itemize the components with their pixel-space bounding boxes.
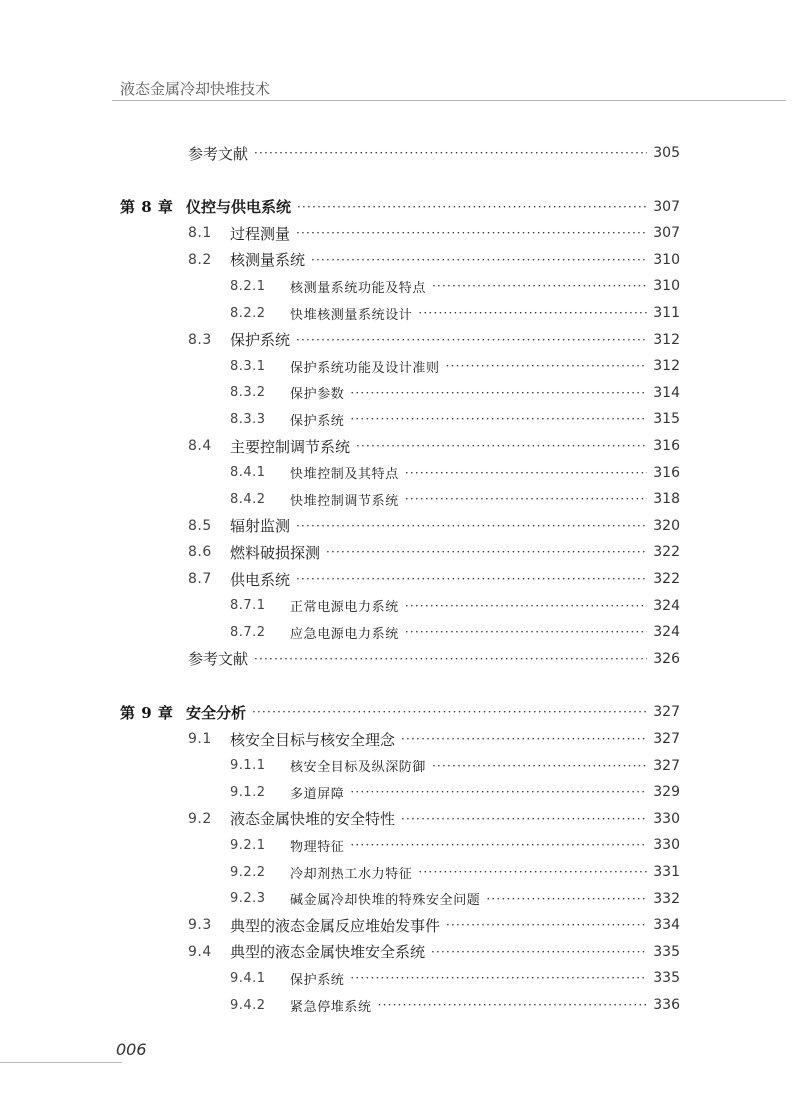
- toc-entry-page: 311: [653, 305, 680, 321]
- toc-entry-page: 335: [653, 970, 680, 987]
- toc-entry-title: 核安全目标与核安全理念: [230, 730, 396, 749]
- toc-entry-title: 仪控与供电系统: [186, 198, 292, 217]
- toc-entry[interactable]: [188, 647, 680, 671]
- toc-entry[interactable]: [230, 594, 680, 618]
- toc-entry[interactable]: [188, 514, 680, 538]
- toc-entry-title: 燃料破损探测: [230, 543, 321, 562]
- toc-entry-number: 9.4.2: [230, 997, 266, 1013]
- dot-leader: [296, 333, 647, 347]
- toc-entry-number: 8.4: [188, 438, 212, 454]
- toc-entry-number: 9.2: [188, 810, 212, 827]
- toc-entry-page: 310: [653, 251, 680, 268]
- toc-entry-page: 334: [653, 917, 680, 934]
- toc-entry-number: 9.4: [188, 943, 212, 960]
- toc-entry[interactable]: [188, 807, 680, 831]
- toc-entry-title: 供电系统: [230, 570, 291, 589]
- toc-entry-title: 保护系统功能及设计准则: [290, 360, 440, 376]
- dot-leader: [418, 306, 647, 320]
- toc-entry[interactable]: [230, 274, 680, 298]
- footer-divider: [0, 1062, 122, 1063]
- dot-leader: [252, 705, 647, 719]
- toc-entry-page: 316: [653, 464, 680, 481]
- toc-entry-title: 冷却剂热工水力特征: [290, 866, 413, 882]
- toc-entry-number: 8.4.2: [230, 491, 266, 507]
- toc-entry[interactable]: [230, 487, 680, 511]
- dot-leader: [401, 732, 647, 746]
- toc-entry-title: 典型的液态金属反应堆始发事件: [230, 916, 441, 935]
- toc-entry[interactable]: [188, 141, 680, 165]
- dot-leader: [296, 226, 647, 240]
- toc-entry-title: 正常电源电力系统: [290, 600, 399, 616]
- toc-entry-number: 9.4.1: [230, 970, 266, 986]
- toc-entry[interactable]: [230, 354, 680, 378]
- toc-entry-number: 8.3: [188, 331, 212, 348]
- dot-leader: [432, 279, 647, 293]
- toc-entry[interactable]: [188, 567, 680, 591]
- toc-entry[interactable]: [188, 540, 680, 564]
- toc-entry[interactable]: [230, 887, 680, 911]
- toc-entry-title: 参考文献: [188, 650, 249, 669]
- dot-leader: [254, 652, 647, 666]
- toc-entry-number: 9.3: [188, 917, 212, 934]
- toc-entry-page: 326: [653, 650, 680, 667]
- toc-entry-number: 8.6: [188, 544, 212, 561]
- toc-entry-number: 8.3.3: [230, 411, 266, 427]
- dot-leader: [405, 599, 647, 613]
- toc-entry-page: 336: [653, 997, 680, 1013]
- toc-entry-page: 330: [653, 837, 680, 854]
- toc-entry[interactable]: [120, 195, 680, 219]
- toc-entry-title: 过程测量: [230, 224, 291, 243]
- toc-entry[interactable]: [188, 328, 680, 352]
- toc-entry-page: 330: [653, 810, 680, 827]
- dot-leader: [486, 892, 647, 906]
- running-header-title: 液态金属冷却快堆技术: [120, 80, 271, 98]
- dot-leader: [296, 519, 647, 533]
- toc-entry-title: 保护系统: [230, 331, 291, 350]
- toc-entry-number: 8.7: [188, 571, 212, 587]
- dot-leader: [350, 386, 647, 400]
- toc-entry-page: 324: [653, 597, 680, 614]
- toc-entry-title: 保护系统: [290, 972, 345, 988]
- toc-entry-page: 329: [653, 784, 680, 801]
- toc-entry-page: 332: [653, 890, 680, 907]
- toc-entry-page: 307: [653, 225, 680, 242]
- toc-entry-page: 315: [653, 411, 680, 428]
- toc-entry[interactable]: [230, 301, 680, 325]
- dot-leader: [350, 412, 647, 426]
- dot-leader: [418, 865, 647, 879]
- toc-entry-page: 307: [653, 198, 680, 215]
- toc-entry-page: 331: [653, 864, 680, 880]
- dot-leader: [405, 625, 647, 639]
- toc-entry-title: 物理特征: [290, 839, 345, 855]
- toc-entry-number: 第 8 章: [120, 198, 174, 217]
- toc-entry-number: 9.2.2: [230, 864, 266, 880]
- dot-leader: [350, 838, 647, 852]
- toc-entry-page: 327: [653, 704, 680, 721]
- toc-entry-title: 主要控制调节系统: [230, 437, 351, 456]
- toc-entry[interactable]: [230, 620, 680, 644]
- toc-entry[interactable]: [120, 700, 680, 724]
- toc-entry-title: 应急电源电力系统: [290, 626, 399, 642]
- toc-entry-title: 紧急停堆系统: [290, 999, 372, 1015]
- toc-entry[interactable]: [230, 754, 680, 778]
- toc-entry-title: 快堆核测量系统设计: [290, 307, 413, 323]
- toc-entry-page: 324: [653, 624, 680, 641]
- dot-leader: [311, 253, 647, 267]
- dot-leader: [405, 492, 647, 506]
- toc-entry-number: 8.5: [188, 517, 212, 534]
- toc-entry-title: 安全分析: [186, 703, 247, 722]
- toc-entry-number: 8.2.2: [230, 305, 266, 321]
- toc-entry-number: 8.2.1: [230, 278, 266, 294]
- dot-leader: [297, 200, 647, 214]
- toc-entry[interactable]: [188, 248, 680, 272]
- dot-leader: [432, 759, 647, 773]
- dot-leader: [254, 146, 647, 160]
- toc-entry-page: 335: [653, 943, 680, 960]
- toc-entry-page: 327: [653, 731, 680, 747]
- toc-entry-number: 第 9 章: [120, 703, 174, 722]
- toc-entry-page: 312: [653, 358, 680, 375]
- toc-entry[interactable]: [188, 221, 680, 245]
- dot-leader: [378, 998, 648, 1012]
- page-number: 006: [116, 1040, 147, 1059]
- toc-entry[interactable]: [230, 381, 680, 405]
- toc-entry-title: 液态金属快堆的安全特性: [230, 810, 396, 829]
- toc-entry-page: 327: [653, 757, 680, 774]
- dot-leader: [350, 971, 647, 985]
- toc-entry-number: 9.1: [188, 731, 212, 747]
- dot-leader: [296, 572, 647, 586]
- dot-leader: [431, 945, 647, 959]
- dot-leader: [356, 439, 647, 453]
- toc-entry-title: 碱金属冷却快堆的特殊安全问题: [290, 893, 481, 909]
- toc-entry-number: 9.2.1: [230, 837, 266, 853]
- toc-entry-number: 8.7.1: [230, 598, 266, 614]
- dot-leader: [446, 918, 647, 932]
- toc-entry[interactable]: [230, 860, 680, 884]
- toc-entry-page: 310: [653, 278, 680, 295]
- toc-entry[interactable]: [188, 940, 680, 964]
- toc-entry-number: 8.7.2: [230, 624, 266, 640]
- toc-entry-title: 保护参数: [290, 387, 345, 403]
- toc-entry[interactable]: [230, 780, 680, 804]
- toc-entry-title: 参考文献: [188, 144, 249, 163]
- toc-entry-number: 8.2: [188, 251, 212, 268]
- toc-entry-title: 核测量系统功能及特点: [290, 280, 427, 296]
- toc-entry-title: 辐射监测: [230, 517, 291, 536]
- toc-entry[interactable]: [230, 407, 680, 431]
- dot-leader: [326, 545, 647, 559]
- toc-entry-number: 8.3.2: [230, 385, 266, 401]
- toc-entry-number: 9.1.2: [230, 784, 266, 800]
- toc-entry-number: 9.2.3: [230, 891, 266, 907]
- toc-entry-title: 核安全目标及纵深防御: [290, 760, 427, 776]
- toc-entry[interactable]: [230, 966, 680, 990]
- toc-entry[interactable]: [230, 833, 680, 857]
- toc-entry[interactable]: [188, 727, 680, 751]
- toc-entry[interactable]: [188, 913, 680, 937]
- toc-entry[interactable]: [230, 993, 680, 1017]
- toc-entry-title: 多道屏障: [290, 786, 345, 802]
- toc-entry-page: 305: [653, 145, 680, 161]
- toc-entry-page: 320: [653, 517, 680, 534]
- toc-entry-number: 8.3.1: [230, 358, 266, 374]
- dot-leader: [350, 785, 647, 799]
- toc-entry-page: 322: [653, 544, 680, 561]
- toc-entry-title: 快堆控制及其特点: [290, 467, 399, 483]
- toc-entry-title: 保护系统: [290, 413, 345, 429]
- dot-leader: [446, 359, 648, 373]
- toc-entry-page: 322: [653, 571, 680, 587]
- toc-entry-page: 314: [653, 384, 680, 401]
- toc-entry-number: 8.1: [188, 225, 212, 242]
- toc-entry-page: 312: [653, 331, 680, 348]
- toc-entry[interactable]: [188, 434, 680, 458]
- dot-leader: [405, 466, 647, 480]
- header-divider: [112, 100, 786, 101]
- toc-entry-number: 9.1.1: [230, 758, 266, 774]
- toc-entry-number: 8.4.1: [230, 465, 266, 481]
- toc-entry-title: 核测量系统: [230, 251, 306, 270]
- toc-entry-page: 318: [653, 491, 680, 508]
- toc-entry-title: 快堆控制调节系统: [290, 493, 399, 509]
- toc-entry[interactable]: [230, 461, 680, 485]
- dot-leader: [401, 812, 647, 826]
- toc-entry-page: 316: [653, 438, 680, 454]
- toc-entry-title: 典型的液态金属快堆安全系统: [230, 943, 426, 962]
